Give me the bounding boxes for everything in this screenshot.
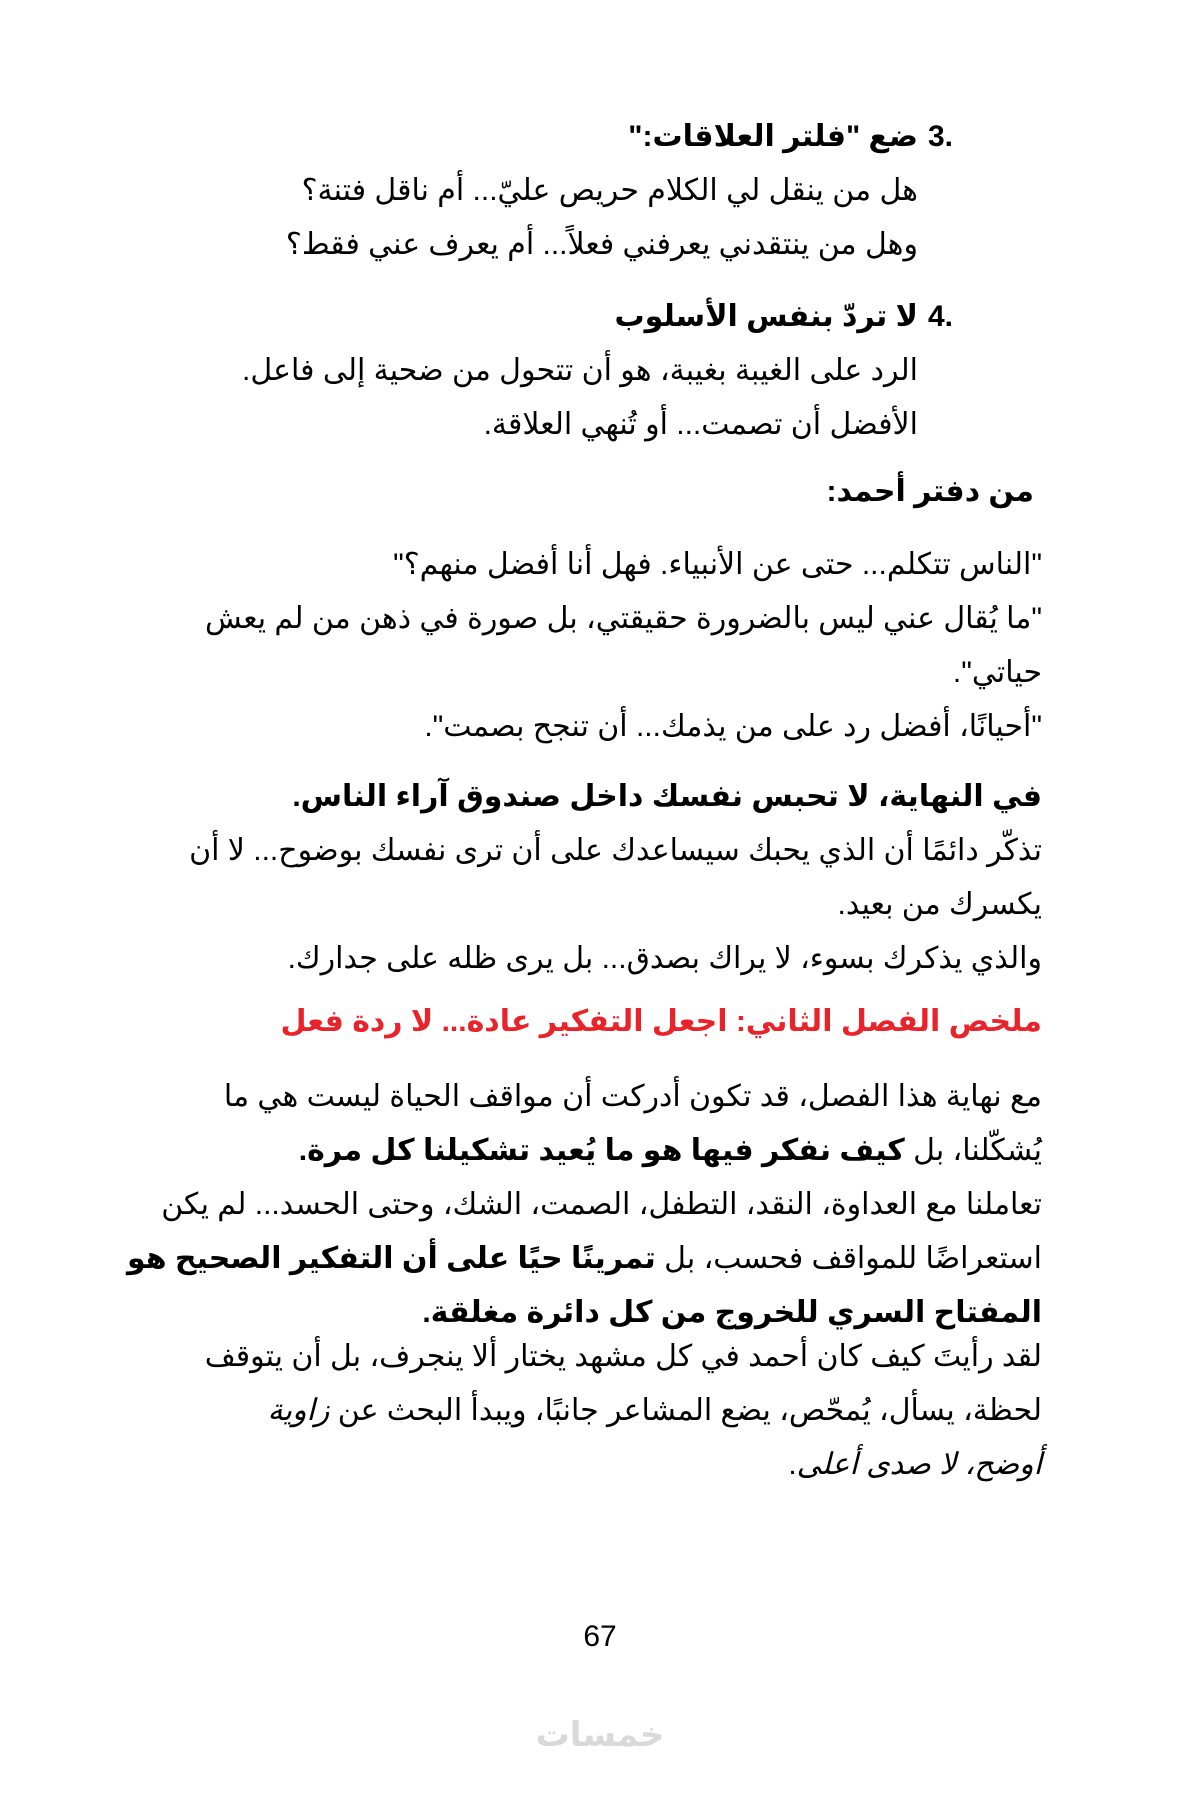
closing-paragraph xyxy=(172,1330,1042,1492)
summary-p2-line-1: تعاملنا مع العداوة، النقد، التطفل، الصمت، الشك، وحتى الحسد... لم يكن xyxy=(161,1188,1042,1221)
tip-4-line-2: الأفضل أن تصمت... أو تُنهي العلاقة. xyxy=(483,408,918,441)
closing-line-2 xyxy=(172,1384,1042,1438)
chapter-summary xyxy=(172,995,1042,1049)
summary-p2-line-3: المفتاح السري للخروج من كل دائرة مغلقة. xyxy=(422,1296,1042,1329)
notebook-section xyxy=(132,465,1032,519)
tip-4-heading-line xyxy=(210,290,970,344)
ending-line-3: والذي يذكرك بسوء، لا يراك بصدق... بل يرى ظله على جدارك. xyxy=(287,942,1042,975)
quote-1: "الناس تتكلم... حتى عن الأنبياء. فهل أنا أفضل منهم؟" xyxy=(393,548,1042,581)
summary-p1-line-2-plain: يُشكّلنا، بل xyxy=(904,1134,1042,1167)
closing-line-3-italic: أوضح، لا صدى أعلى xyxy=(796,1448,1042,1481)
tip-3-number: 3. xyxy=(928,120,954,153)
summary-p1-line-2 xyxy=(172,1124,1042,1178)
closing-line-1: لقد رأيتَ كيف كان أحمد في كل مشهد يختار ألا ينجرف، بل أن يتوقف xyxy=(204,1340,1042,1373)
tip-4 xyxy=(210,290,970,452)
summary-p2-line-2 xyxy=(126,1232,1042,1286)
tip-3 xyxy=(210,110,970,272)
notebook-heading: من دفتر أحمد: xyxy=(826,475,1034,508)
tip-3-heading-line xyxy=(210,110,970,164)
quote-3: "أحيانًا، أفضل رد على من يذمك... أن تنجح بصمت". xyxy=(424,710,1042,743)
tip-3-line-1: هل من ينقل لي الكلام حريص عليّ... أم ناقل فتنة؟ xyxy=(301,174,918,207)
summary-p2-line-2-plain: استعراضًا للمواقف فحسب، بل xyxy=(655,1242,1042,1275)
summary-p1-line-1: مع نهاية هذا الفصل، قد تكون أدركت أن مواقف الحياة ليست هي ما xyxy=(223,1080,1042,1113)
ending-line-1: تذكّر دائمًا أن الذي يحبك سيساعدك على أن ترى نفسك بوضوح... لا أن xyxy=(189,834,1042,867)
closing-line-3-end: . xyxy=(788,1448,797,1481)
summary-heading: ملخص الفصل الثاني: اجعل التفكير عادة... لا ردة فعل xyxy=(280,1005,1042,1038)
tip-4-number: 4. xyxy=(928,300,954,333)
summary-paragraph-1 xyxy=(126,1070,1042,1340)
tip-3-heading: ضع "فلتر العلاقات:" xyxy=(628,120,918,153)
summary-p1-line-2-bold: كيف نفكر فيها هو ما يُعيد تشكيلنا كل مرة. xyxy=(298,1134,905,1167)
closing-line-2-plain: لحظة، يسأل، يُمحّص، يضع المشاعر جانبًا، ويبدأ البحث عن xyxy=(329,1394,1042,1427)
notebook-quotes xyxy=(192,538,1042,754)
tip-4-line-1: الرد على الغيبة بغيبة، هو أن تتحول من ضحية إلى فاعل. xyxy=(242,354,918,387)
tip-3-line-2: وهل من ينتقدني يعرفني فعلاً... أم يعرف عني فقط؟ xyxy=(285,228,918,261)
summary-p2-line-2-bold: تمرينًا حيًا على أن التفكير الصحيح هو xyxy=(126,1242,656,1275)
page-number: 67 xyxy=(583,1620,617,1653)
quote-2-line-1: "ما يُقال عني ليس بالضرورة حقيقتي، بل صورة في ذهن من لم يعش xyxy=(204,602,1042,635)
watermark-logo: خمسات xyxy=(535,1716,665,1754)
tip-4-heading: لا تردّ بنفس الأسلوب xyxy=(614,300,918,333)
closing-line-2-italic: زاوية xyxy=(267,1394,330,1427)
ending-heading: في النهاية، لا تحبس نفسك داخل صندوق آراء الناس. xyxy=(292,780,1042,813)
quote-2-line-2: حياتي". xyxy=(952,656,1042,689)
ending-section xyxy=(172,770,1042,986)
ending-line-2: يكسرك من بعيد. xyxy=(837,888,1042,921)
closing-line-3 xyxy=(172,1438,1042,1492)
